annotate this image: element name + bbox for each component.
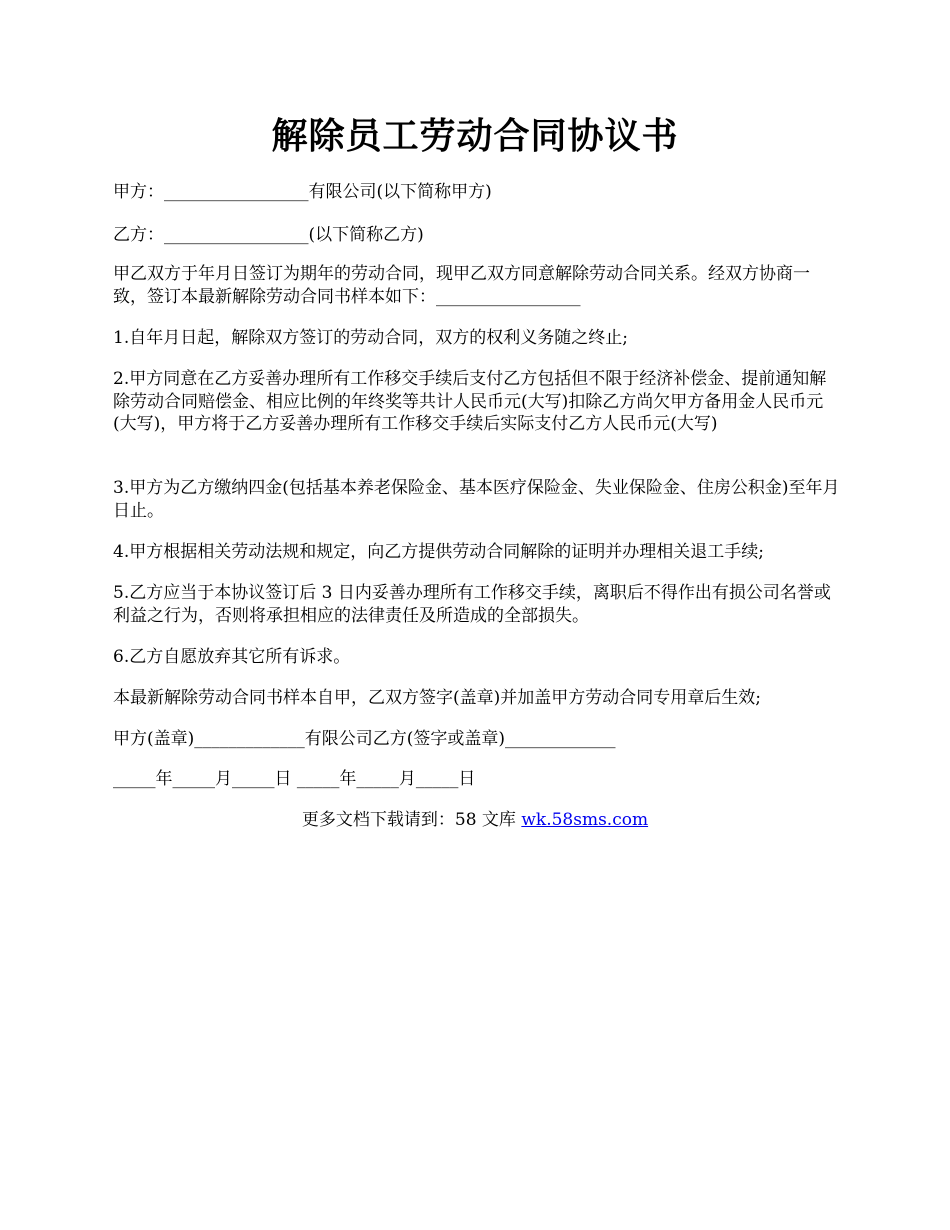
document-title: 解除员工劳动合同协议书 xyxy=(271,115,679,157)
clause-6: 6.乙方自愿放弃其它所有诉求。 xyxy=(113,647,351,667)
footer xyxy=(0,809,950,831)
clause-1: 1.自年月日起，解除双方签订的劳动合同，双方的权利义务随之终止; xyxy=(113,328,628,348)
party-a-line: 甲方：_________________有限公司(以下简称甲方) xyxy=(113,182,492,202)
effective-clause: 本最新解除劳动合同书样本自甲，乙双方签字(盖章)并加盖甲方劳动合同专用章后生效; xyxy=(113,688,761,708)
signature-line: 甲方(盖章)_____________有限公司乙方(签字或盖章)_____________ xyxy=(113,729,616,749)
clause-5: 5.乙方应当于本协议签订后 3 日内妥善办理所有工作移交手续，离职后不得作出有损公司名誉或利益之行为，否则将承担相应的法律责任及所造成的全部损失。 xyxy=(113,583,831,626)
date-line: _____年_____月_____日 _____年_____月_____日 xyxy=(113,769,476,789)
intro-paragraph: 甲乙双方于年月日签订为期年的劳动合同，现甲乙双方同意解除劳动合同关系。经双方协商一致，签订本最新解除劳动合同书样本如下：_________________ xyxy=(113,264,810,307)
footer-link[interactable]: wk.58sms.com xyxy=(521,810,649,830)
clause-2: 2.甲方同意在乙方妥善办理所有工作移交手续后支付乙方包括但不限于经济补偿金、提前通知解除劳动合同赔偿金、相应比例的年终奖等共计人民币元(大写)扣除乙方尚欠甲方备用金人民币元(大写)，甲方将于乙方妥善办理所有工作移交手续后实际支付乙方人民币元(大写) xyxy=(113,369,827,434)
party-b-line: 乙方：_________________(以下简称乙方) xyxy=(113,225,424,245)
clause-4: 4.甲方根据相关劳动法规和规定，向乙方提供劳动合同解除的证明并办理相关退工手续; xyxy=(113,542,764,562)
footer-text: 更多文档下载请到：58 文库 xyxy=(301,810,522,830)
clause-3: 3.甲方为乙方缴纳四金(包括基本养老保险金、基本医疗保险金、失业保险金、住房公积金)至年月日止。 xyxy=(113,478,840,521)
